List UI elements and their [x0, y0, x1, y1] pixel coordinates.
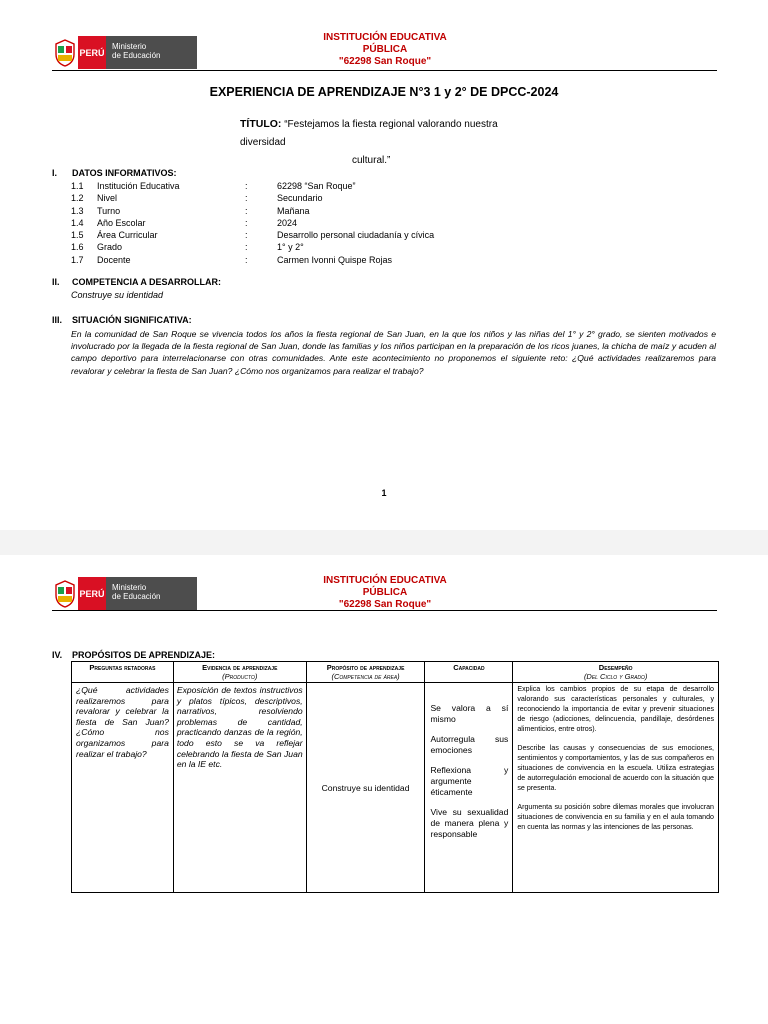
- info-label: Institución Educativa: [97, 181, 180, 191]
- page-gap: [0, 530, 768, 555]
- institution-name: INSTITUCIÓN EDUCATIVA PÚBLICA: [323, 575, 447, 598]
- header-divider: [52, 70, 717, 71]
- performance-item: Describe las causas y consecuencias de sus emociones, sentimientos y comportamientos, y las de sus compañeros en situaciones de convivencia en la escuela. Utiliza estrategias de autorregulación emocional de acuerdo con la situación que se presenta.: [517, 744, 714, 792]
- info-list: [71, 180, 434, 266]
- info-value: Mañana: [277, 205, 310, 216]
- info-row: [71, 217, 434, 229]
- info-separator: :: [245, 242, 248, 253]
- info-value: 62298 “San Roque”: [277, 181, 356, 191]
- institution-name: INSTITUCIÓN EDUCATIVA PÚBLICA: [323, 32, 447, 55]
- performance-item: Argumenta su posición sobre dilemas morales que involucran situaciones de convivencia en su familia y en el aula tomando en cuenta las normas y las intenciones de las personas.: [517, 803, 714, 831]
- info-label: Año Escolar: [97, 217, 146, 228]
- capacity-item: Vive su sexualidad de manera plena y responsable: [430, 807, 509, 839]
- table-row: [72, 683, 719, 893]
- capacity-item: Reflexiona y argumente éticamente: [430, 765, 509, 797]
- table-header: Evidencia de aprendizaje (Producto): [173, 662, 306, 683]
- info-separator: :: [245, 205, 248, 216]
- school-name: "62298 San Roque": [338, 599, 432, 610]
- info-row: [71, 180, 434, 192]
- document-title: EXPERIENCIA DE APRENDIZAJE N°3 1 y 2° DE DPCC-2024: [209, 85, 559, 99]
- ministry-label: Ministerio de Educación: [106, 36, 197, 69]
- capacity-item: Se valora a sí mismo: [430, 703, 509, 724]
- page-number: 1: [381, 488, 387, 498]
- info-number: 1.7: [71, 254, 84, 265]
- ministry-label: Ministerio de Educación: [106, 577, 197, 610]
- info-row: [71, 254, 434, 266]
- info-label: Nivel: [97, 193, 118, 204]
- info-row: [71, 205, 434, 217]
- info-number: 1.5: [71, 230, 84, 241]
- challenge-question: ¿Qué actividades realizaremos para revalorar y celebrar la fiesta de San Juan? ¿Cómo nos organizamos para realizar el trabajo?: [72, 683, 174, 893]
- info-number: 1.4: [71, 217, 84, 228]
- info-value: Desarrollo personal ciudadanía y cívica: [277, 230, 435, 241]
- section-heading-3: III. SITUACIÓN SIGNIFICATIVA:: [52, 315, 192, 325]
- peru-crest-icon: [52, 577, 78, 610]
- info-value: Secundario: [277, 193, 323, 204]
- performances-cell: [513, 683, 719, 893]
- table-header: Capacidad: [425, 662, 513, 683]
- info-row: [71, 241, 434, 253]
- peru-label: PERÚ: [78, 577, 106, 610]
- capacities-cell: [425, 683, 513, 893]
- section-heading-2: II. COMPETENCIA A DESARROLLAR:: [52, 277, 221, 287]
- info-number: 1.1: [71, 181, 84, 191]
- table-header: Desempeño (Del Ciclo y Grado): [513, 662, 719, 683]
- info-separator: :: [245, 230, 248, 241]
- info-value: 2024: [277, 217, 298, 228]
- info-separator: :: [245, 181, 248, 191]
- info-number: 1.2: [71, 193, 84, 204]
- info-separator: :: [245, 254, 248, 265]
- info-row: [71, 192, 434, 204]
- institution-header: [300, 575, 470, 611]
- table-header: Preguntas retadoras: [72, 662, 174, 683]
- info-label: Turno: [97, 205, 121, 216]
- peru-crest-icon: [52, 36, 78, 69]
- institution-header: [300, 32, 470, 68]
- table-header: Propósito de aprendizaje (Competencia de área): [306, 662, 425, 683]
- info-number: 1.3: [71, 205, 84, 216]
- info-label: Grado: [97, 242, 123, 253]
- info-separator: :: [245, 193, 248, 204]
- info-number: 1.6: [71, 242, 84, 253]
- info-separator: :: [245, 217, 248, 228]
- performance-item: Explica los cambios propios de su etapa de desarrollo valorando sus características personales y culturales, y reconociendo la importancia de evitar y prevenir situaciones de riesgo (adicciones, delincuencia, pandillaje, desórdenes alimenticios, entre otros).: [517, 685, 714, 733]
- minedu-logo: [52, 36, 197, 69]
- page-2: [0, 555, 768, 1024]
- learning-purpose: Construye su identidad: [306, 683, 425, 893]
- info-value: 1° y 2°: [277, 242, 304, 253]
- situation-paragraph: En la comunidad de San Roque se vivencia todos los años la fiesta regional de San Juan, en la que los niños y las niñas del 1° y 2° grado, se sienten motivados e involucrado por la llegada de la fiesta regional de San Juan, donde las familias y los niños participan en la preparación de los ricos juanes, la chicha de maíz y acuden al campo deportivo para interrelacionarse con otras comunidades. Ante este acontecimiento no proponemos el siguiente reto: ¿Qué actividades realizaremos para revalorar y celebrar la fiesta de San Juan? ¿Cómo nos organizamos para realizar el trabajo?: [71, 329, 716, 376]
- competence-text: Construye su identidad: [71, 290, 164, 300]
- info-row: [71, 229, 434, 241]
- header-divider: [52, 610, 717, 611]
- purposes-table: [71, 661, 719, 893]
- section-heading-1: I. DATOS INFORMATIVOS:: [52, 168, 177, 178]
- info-label: Docente: [97, 254, 131, 265]
- info-label: Área Curricular: [97, 230, 158, 241]
- document-subtitle: TÍTULO: “Festejamos la fiesta regional valorando nuestra diversidad cultural.”: [240, 118, 498, 166]
- minedu-logo: [52, 577, 197, 610]
- peru-label: PERÚ: [78, 36, 106, 69]
- table-header-row: [72, 662, 719, 683]
- school-name: "62298 San Roque": [338, 56, 432, 67]
- capacity-item: Autorregula sus emociones: [430, 734, 509, 755]
- info-value: Carmen Ivonni Quispe Rojas: [277, 254, 393, 265]
- learning-evidence: Exposición de textos instructivos y platos típicos, descriptivos, narrativos, resolviendo problemas de cantidad, practicando danzas de la región, todo esto se va reflejar celebrando la fiesta de San Juan en la IE etc.: [173, 683, 306, 893]
- section-heading-4: IV. PROPÓSITOS DE APRENDIZAJE:: [52, 650, 216, 660]
